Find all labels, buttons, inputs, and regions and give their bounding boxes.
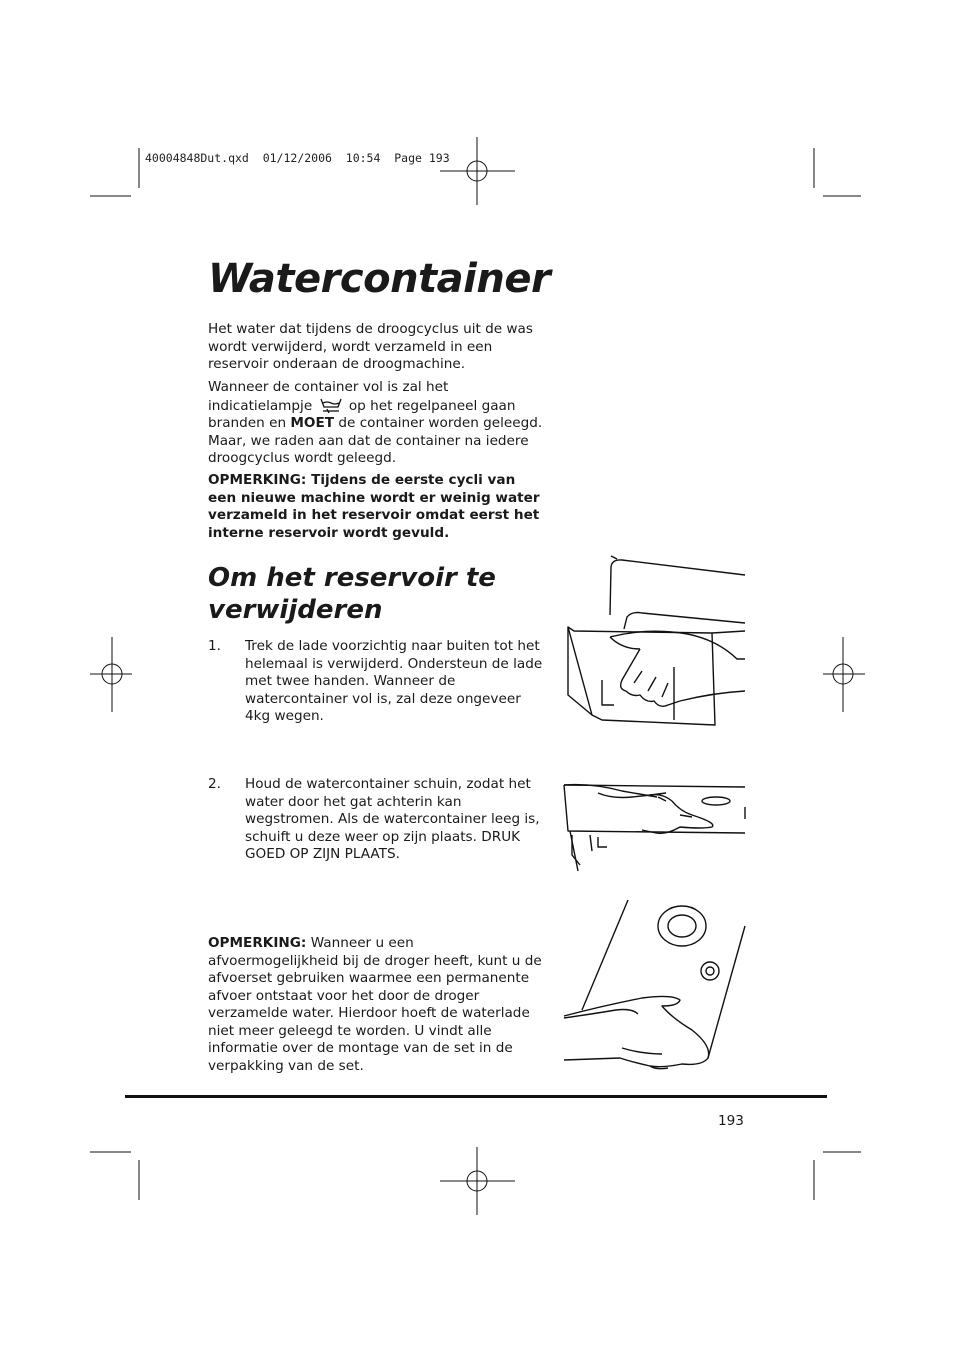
step-2 [208, 776, 553, 866]
intro-paragraph-1: Het water dat tijdens de droogcyclus uit de was wordt verwijderd, wordt verzameld in een reservoir onderaan de droogmachine. [208, 321, 533, 372]
intro-p2-emphasis: MOET [290, 415, 335, 431]
step-1 [208, 638, 553, 728]
step-text: Trek de lade voorzichtig naar buiten tot het helemaal is verwijderd. Ondersteun de lade met twee handen. Wanneer de watercontainer vol is, zal deze ongeveer 4kg wegen. [245, 638, 543, 724]
section-title: Om het reservoir te verwijderen [208, 563, 496, 625]
step-text: Houd de watercontainer schuin, zodat het water door het gat achterin kan wegstromen. Als de watercontainer leeg is, schuift u deze weer op zijn plaats. DRUK GOED OP ZIJN PLAATS. [245, 776, 540, 862]
registration-mark-icon [440, 1145, 516, 1221]
registration-mark-icon [440, 135, 516, 211]
step-number: 2. [208, 776, 221, 792]
page-number: 193 [718, 1113, 744, 1129]
intro-p2-start: Wanneer de container vol is zal het indicatielampje [208, 379, 449, 414]
registration-mark-icon [90, 637, 166, 713]
drain-kit-note [208, 935, 546, 1075]
footer-rule [125, 1095, 827, 1098]
container-tilt-illustration [562, 775, 747, 875]
step-number: 1. [208, 638, 221, 654]
note-text: Wanneer u een afvoermogelijkheid bij de droger heeft, kunt u de afvoerset gebruiken waarmee een permanente afvoer ontstaat voor het door de droger verzamelde water. Hierdoor hoeft de waterlade niet meer geleegd te worden. U vindt alle informatie over de montage van de set in de verpakking van de set. [208, 935, 542, 1074]
registration-mark-icon [815, 637, 875, 713]
intro-note: OPMERKING: Tijdens de eerste cycli van een nieuwe machine wordt er weinig water verzameld in het reservoir omdat eerst het interne reservoir wordt gevuld. [208, 472, 540, 541]
drain-plug-illustration [562, 898, 747, 1078]
drawer-removal-illustration [562, 555, 747, 730]
water-container-indicator-icon [319, 397, 343, 414]
note-label: OPMERKING: [208, 935, 307, 951]
intro-p2-end: de container worden geleegd. Maar, we raden aan dat de container na iedere droogcyclus wordt geleegd. [208, 415, 543, 466]
intro-p2-middle: op het regelpaneel gaan branden en [208, 397, 516, 431]
print-slug: 40004848Dut.qxd 01/12/2006 10:54 Page 193 [145, 151, 450, 165]
intro-paragraph-2 [208, 379, 543, 468]
page-title: Watercontainer [208, 256, 551, 302]
